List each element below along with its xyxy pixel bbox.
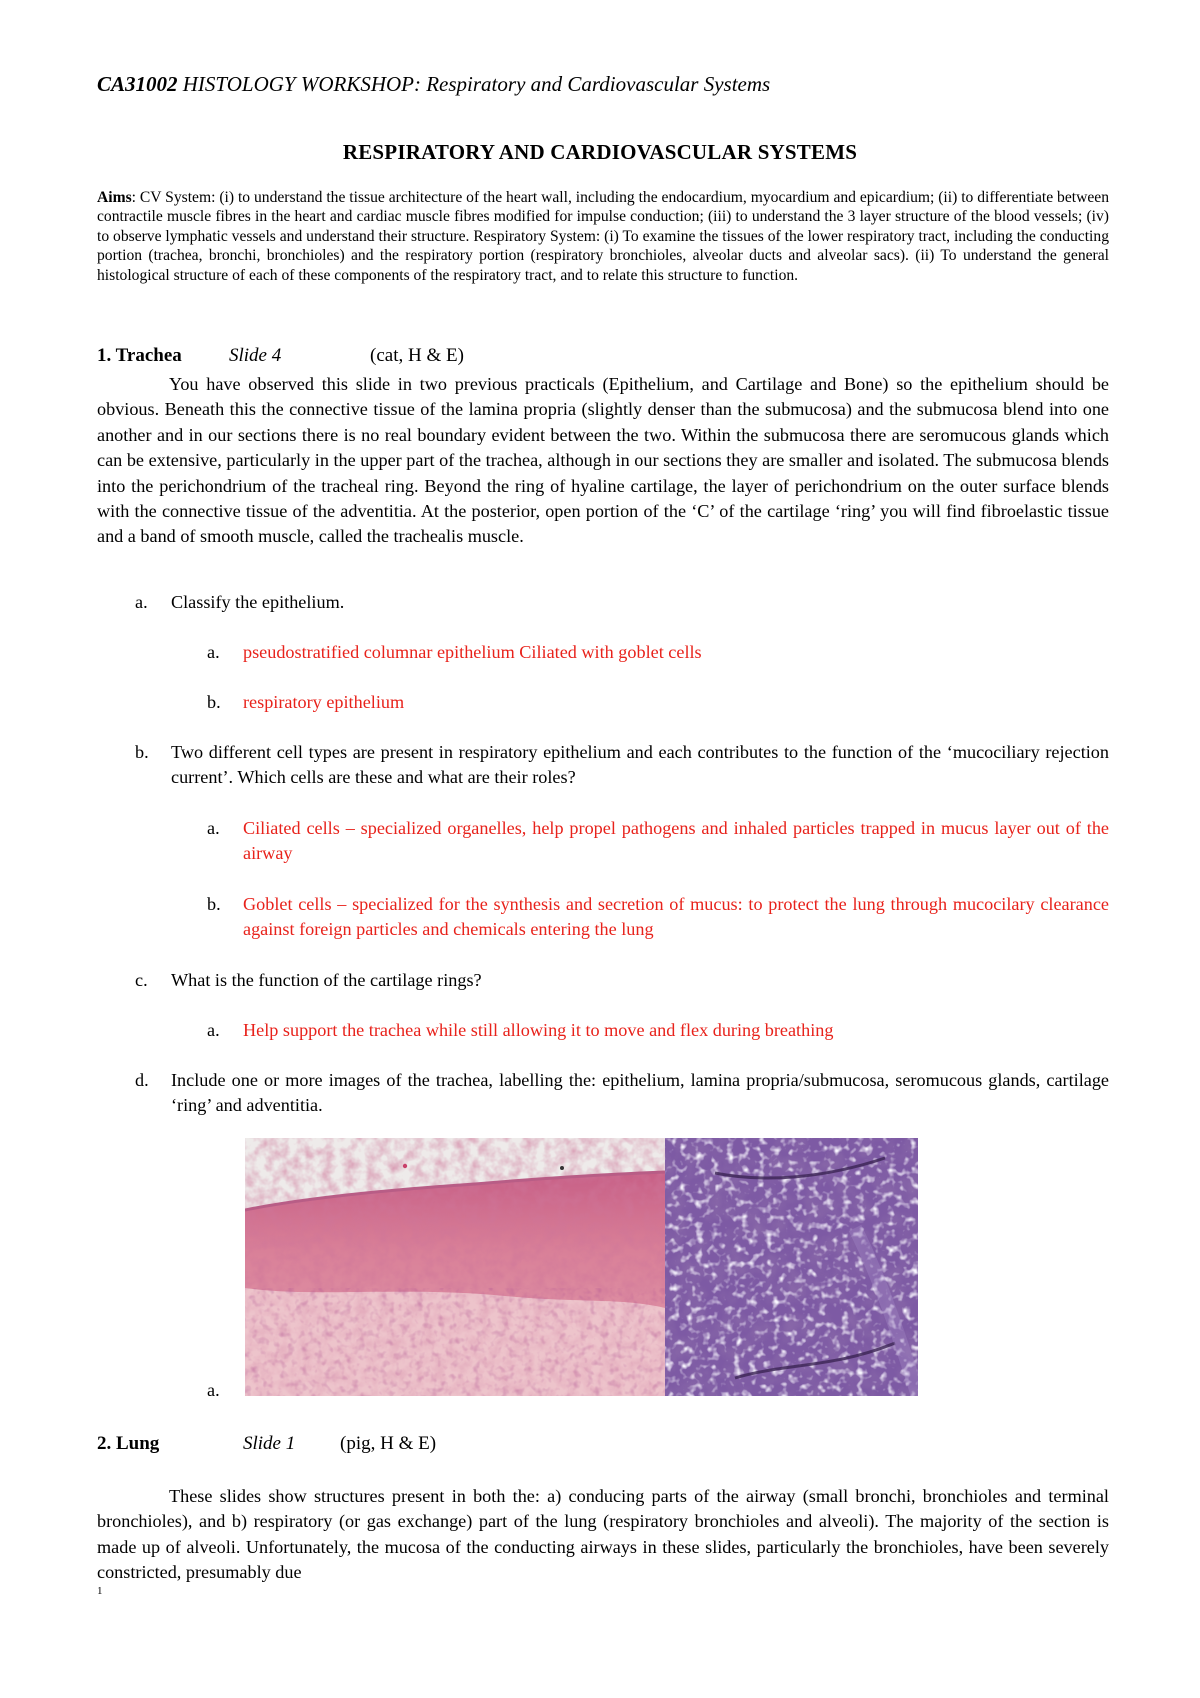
figure-item-marker: a. bbox=[207, 1380, 220, 1400]
question-marker: a. bbox=[135, 592, 148, 612]
answer-text: Goblet cells – specialized for the synthesis and secretion of mucus: to protect the lung through mucocilary clearance against foreign particles and chemicals entering the lung bbox=[243, 894, 1109, 940]
page-number: 1 bbox=[97, 1585, 103, 1597]
slide-reference: Slide 4 bbox=[229, 345, 282, 366]
aims-paragraph bbox=[97, 188, 1109, 285]
section-heading-lung bbox=[97, 1433, 436, 1455]
section-heading-trachea bbox=[97, 345, 464, 367]
question-text: What is the function of the cartilage rings? bbox=[171, 970, 482, 990]
slide-meta: (cat, H & E) bbox=[370, 345, 464, 366]
course-title: HISTOLOGY WORKSHOP bbox=[177, 72, 414, 96]
question-text: Include one or more images of the trachea, labelling the: epithelium, lamina propria/submucosa, seromucous glands, cartilage ‘ring’ and adventitia. bbox=[171, 1070, 1109, 1116]
answer-text: pseudostratified columnar epithelium Ciliated with goblet cells bbox=[243, 642, 702, 662]
slide-meta: (pig, H & E) bbox=[340, 1433, 437, 1454]
section-number: 2. Lung bbox=[97, 1433, 160, 1454]
header-topic: Respiratory and Cardiovascular Systems bbox=[426, 72, 771, 96]
question-marker: d. bbox=[135, 1070, 149, 1090]
question-marker: c. bbox=[135, 970, 148, 990]
trachea-paragraph: You have observed this slide in two previous practicals (Epithelium, and Cartilage and Bone) so the epithelium should be obvious. Beneath this the connective tissue of the lamina propria (slightly denser than the submucosa) and the submucosa blend into one another and in our sections there is no real boundary evident between the two. Within the submucosa there are seromucous glands which can be extensive, particularly in the upper part of the trachea, although in our sections they are smaller and isolated. The submucosa blends into the perichondrium of the tracheal ring. Beyond the ring of hyaline cartilage, the layer of perichondrium on the outer surface blends with the connective tissue of the adventitia. At the posterior, open portion of the ‘C’ of the cartilage ‘ring’ you will find fibroelastic tissue and a band of smooth muscle, called the trachealis muscle. bbox=[97, 374, 1109, 547]
answer-text: Help support the trachea while still allowing it to move and flex during breathing bbox=[243, 1020, 834, 1040]
question-text: Classify the epithelium. bbox=[171, 592, 345, 612]
hyaline-cartilage-micrograph bbox=[665, 1138, 918, 1396]
document-title: RESPIRATORY AND CARDIOVASCULAR SYSTEMS bbox=[342, 140, 858, 164]
answer-marker: a. bbox=[207, 1020, 220, 1040]
aims-text: : CV System: (i) to understand the tissue architecture of the heart wall, including the endocardium, myocardium and epicardium; (ii) to differentiate between contractile muscle fibres in the heart and cardiac muscle fibres modified for impulse conduction; (iii) to understand the 3 layer structure of the blood vessels; (iv) to observe lymphatic vessels and understand their structure. Respiratory System: (i) To examine the tissues of the lower respiratory tract, including the conducting portion (trachea, bronchi, bronchioles) and the respiratory portion (respiratory bronchioles, alveolar ducts and alveolar sacs). (ii) To understand the general histological structure of each of these components of the respiratory tract, and to relate this structure to function. bbox=[97, 189, 1109, 284]
answer-marker: b. bbox=[207, 894, 221, 914]
header-separator: : bbox=[413, 72, 427, 96]
slide-reference: Slide 1 bbox=[243, 1433, 296, 1454]
aims-label: Aims bbox=[97, 189, 132, 206]
running-header bbox=[97, 72, 770, 97]
trachea-epithelium-micrograph bbox=[245, 1138, 665, 1396]
section-number: 1. Trachea bbox=[97, 345, 182, 366]
answer-marker: a. bbox=[207, 642, 220, 662]
answer-text: respiratory epithelium bbox=[243, 692, 405, 712]
answer-text: Ciliated cells – specialized organelles, help propel pathogens and inhaled particles trapped in mucus layer out of the airway bbox=[243, 818, 1109, 864]
lung-paragraph: These slides show structures present in both the: a) conducing parts of the airway (small bronchi, bronchioles and terminal bronchioles), and b) respiratory (or gas exchange) part of the lung (respiratory bronchioles and alveoli). The majority of the section is made up of alveoli. Unfortunately, the mucosa of the conducting airways in these slides, particularly the bronchioles, have been severely constricted, presumably due bbox=[97, 1486, 1109, 1583]
question-text: Two different cell types are present in respiratory epithelium and each contributes to the function of the ‘mucociliary rejection current’. Which cells are these and what are their roles? bbox=[171, 742, 1109, 788]
answer-marker: a. bbox=[207, 818, 220, 838]
question-marker: b. bbox=[135, 742, 149, 762]
answer-marker: b. bbox=[207, 692, 221, 712]
course-code: CA31002 bbox=[97, 72, 178, 96]
